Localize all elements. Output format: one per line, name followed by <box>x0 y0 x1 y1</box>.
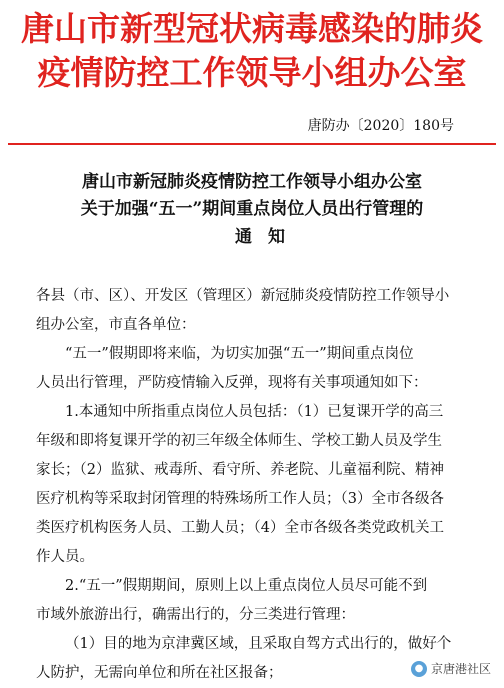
document-body <box>36 282 478 688</box>
red-divider-line <box>8 143 496 145</box>
document-title-line-1: 唐山市新冠肺炎疫情防控工作领导小组办公室 <box>82 172 422 192</box>
body-line: 2.“五一”假期期间，原则上以上重点岗位人员尽可能不到 <box>65 578 428 594</box>
document-title-line-2: 关于加强“五一”期间重点岗位人员出行管理的 <box>80 199 424 219</box>
body-line: 人防护，无需向单位和所在社区报备； <box>36 665 283 681</box>
body-line: 年级和即将复课开学的初三年级全体师生、学校工勤人员及学生 <box>36 433 442 449</box>
source-watermark <box>408 659 494 678</box>
body-line: 各县（市、区）、开发区（管理区）新冠肺炎疫情防控工作领导小 <box>36 288 450 304</box>
body-line: 家长；（2）监狱、戒毒所、看守所、养老院、儿童福利院、精神 <box>36 462 444 478</box>
watermark-text: 京唐港社区 <box>430 662 491 676</box>
body-line: 组办公室，市直各单位： <box>36 317 196 333</box>
issuer-header-line-1: 唐山市新型冠状病毒感染的肺炎 <box>21 9 483 48</box>
body-line: 1.本通知中所指重点岗位人员包括：（1）已复课开学的高三 <box>65 404 444 420</box>
document-title-line-3: 通知 <box>235 227 301 247</box>
issuer-header-line-2: 疫情防控工作领导小组办公室 <box>37 53 467 92</box>
body-line: （1）目的地为京津冀区域，且采取自驾方式出行的，做好个 <box>65 636 452 652</box>
wechat-icon: ● <box>411 661 427 677</box>
body-line: 市域外旅游出行，确需出行的，分三类进行管理： <box>36 607 355 623</box>
body-line: 人员出行管理，严防疫情输入反弹，现将有关事项通知如下： <box>36 375 428 391</box>
body-line: “五一”假期即将来临，为切实加强“五一”期间重点岗位 <box>65 346 414 362</box>
body-line: 医疗机构等采取封闭管理的特殊场所工作人员；（3）全市各级各 <box>36 491 444 507</box>
document-number: 唐防办〔2020〕180号 <box>307 118 454 134</box>
body-line: 作人员。 <box>36 549 94 565</box>
body-line: 类医疗机构医务人员、工勤人员；（4）全市各级各类党政机关工 <box>36 520 444 536</box>
